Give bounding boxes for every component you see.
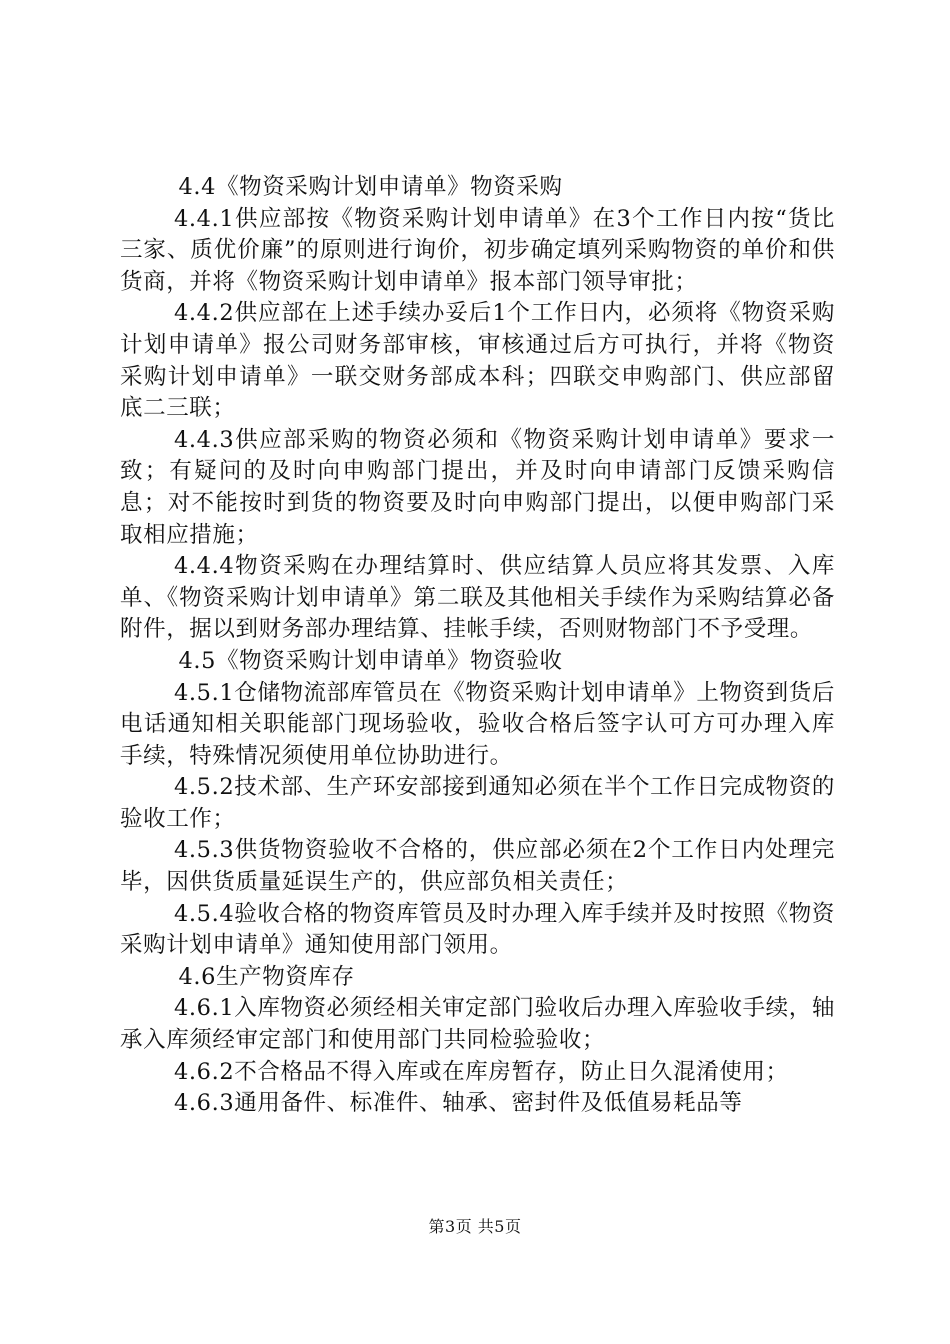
- clause-4-4-3: 4.4.3供应部采购的物资必须和《物资采购计划申请单》要求一致；有疑问的及时向申购部门提出，并及时向申请部门反馈采购信息；对不能按时到货的物资要及时向申购部门提出，以便申购部门采取相应措施；: [120, 426, 835, 548]
- clause-4-6-3: 4.6.3通用备件、标准件、轴承、密封件及低值易耗品等: [174, 1090, 743, 1117]
- clause-4-4-4: 4.4.4物资采购在办理结算时、供应结算人员应将其发票、入库单、《物资采购计划申请单》第二联及其他相关手续作为采购结算必备附件，据以到财务部办理结算、挂帐手续，否则财物部门不予受理。: [120, 553, 835, 643]
- clause-4-5-3: 4.5.3供货物资验收不合格的，供应部必须在2个工作日内处理完毕，因供货质量延误生产的，供应部负相关责任；: [120, 837, 835, 896]
- document-body: [120, 172, 835, 1120]
- clause-4-6-1: 4.6.1入库物资必须经相关审定部门验收后办理入库验收手续，轴承入库须经审定部门和使用部门共同检验验收；: [120, 995, 835, 1054]
- clause-4-4-1: 4.4.1供应部按《物资采购计划申请单》在3个工作日内按“货比三家、质优价廉”的原则进行询价，初步确定填列采购物资的单价和供货商，并将《物资采购计划申请单》报本部门领导审批；: [120, 205, 835, 295]
- page-number-label: 第3页 共5页: [428, 1217, 522, 1236]
- section-heading-4-6: 4.6生产物资库存: [178, 963, 355, 990]
- clause-4-5-4: 4.5.4验收合格的物资库管员及时办理入库手续并及时按照《物资采购计划申请单》通知使用部门领用。: [120, 900, 835, 959]
- clause-4-4-2: 4.4.2供应部在上述手续办妥后1个工作日内，必须将《物资采购计划申请单》报公司财务部审核，审核通过后方可执行，并将《物资采购计划申请单》一联交财务部成本科；四联交申购部门、供应部留底二三联；: [120, 300, 835, 422]
- section-heading-4-4: 4.4《物资采购计划申请单》物资采购: [178, 174, 563, 200]
- clause-4-6-2: 4.6.2不合格品不得入库或在库房暂存，防止日久混淆使用；: [174, 1058, 789, 1085]
- clause-4-5-1: 4.5.1仓储物流部库管员在《物资采购计划申请单》上物资到货后电话通知相关职能部门现场验收，验收合格后签字认可方可办理入库手续，特殊情况须使用单位协助进行。: [120, 679, 835, 769]
- clause-4-5-2: 4.5.2技术部、生产环安部接到通知必须在半个工作日完成物资的验收工作；: [120, 774, 835, 832]
- section-heading-4-5: 4.5《物资采购计划申请单》物资验收: [178, 647, 563, 674]
- page-footer: [0, 1214, 950, 1237]
